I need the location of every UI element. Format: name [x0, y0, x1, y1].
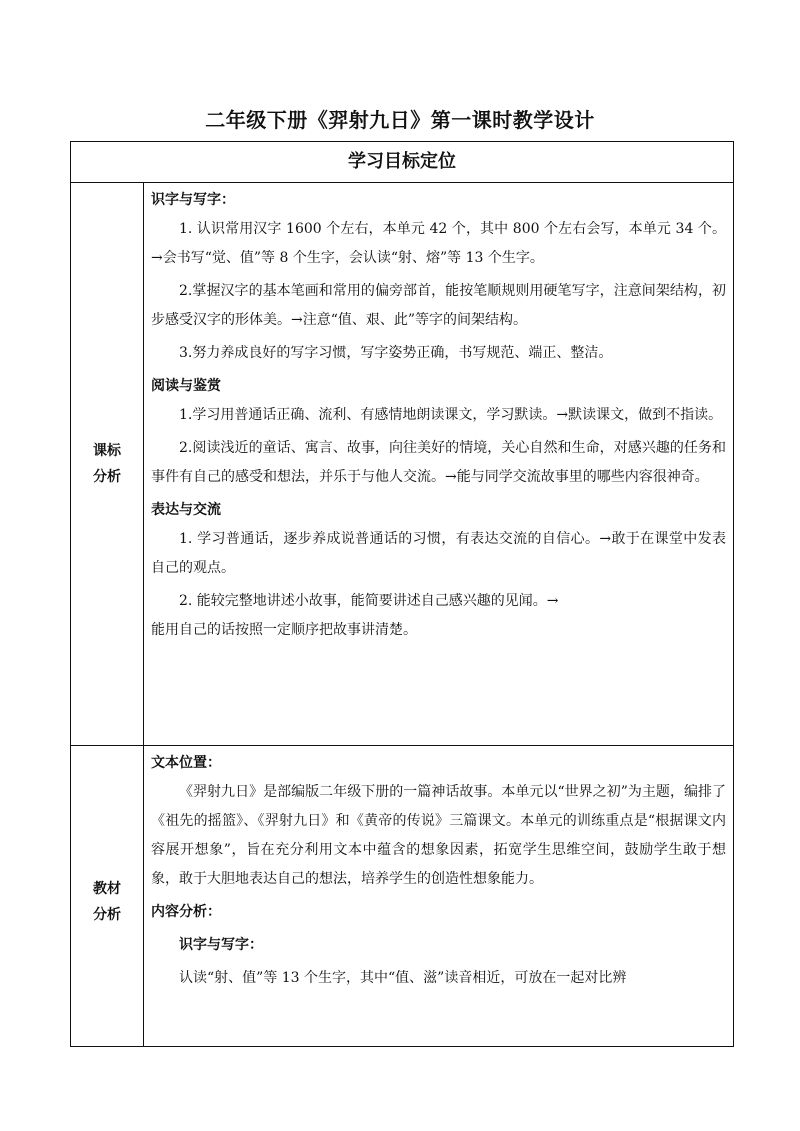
row-label-line: 教材	[93, 881, 121, 897]
section-heading: 文本位置：	[151, 755, 221, 771]
subsection-heading: 识字与写字：	[179, 937, 263, 953]
row-label-line: 课标	[93, 443, 121, 459]
paragraph: 1. 学习普通话，逐步养成说普通话的习惯，有表达交流的自信心。→敢于在课堂中发表自己的观点。	[151, 531, 726, 576]
row-label-curriculum	[71, 438, 143, 490]
row-label-textbook	[71, 876, 143, 928]
column-divider	[143, 182, 144, 1046]
table-header: 学习目标定位	[348, 151, 456, 172]
paragraph: 2. 能较完整地讲述小故事，能简要讲述自己感兴趣的见闻。→	[179, 593, 559, 609]
paragraph: 2.掌握汉字的基本笔画和常用的偏旁部首，能按笔顺规则用硬笔写字，注意间架结构，初步感受汉字的形体美。→注意“值、艰、此”等字的间架结构。	[151, 283, 726, 328]
table-divider	[71, 182, 733, 183]
paragraph: 《羿射九日》是部编版二年级下册的一篇神话故事。本单元以“世界之初”为主题，编排了《祖先的摇篮》、《羿射九日》和《黄帝的传说》三篇课文。本单元的训练重点是“根据课文内容展开想象”，旨在充分利用文本中蕴含的想象因素，拓宽学生思维空间，鼓励学生敢于想象，敢于大胆地表达自己的想法，培养学生的创造性想象能力。	[151, 784, 726, 887]
paragraph: 2.阅读浅近的童话、寓言、故事，向往美好的情境，关心自然和生命，对感兴趣的任务和事件有自己的感受和想法，并乐于与他人交流。→能与同学交流故事里的哪些内容很神奇。	[151, 440, 726, 485]
section-heading: 内容分析：	[151, 904, 221, 920]
table-divider	[71, 745, 733, 746]
curriculum-analysis-content	[151, 186, 726, 645]
textbook-analysis-content	[151, 749, 726, 993]
paragraph: 3.努力养成良好的写字习惯，写字姿势正确，书写规范、端正、整洁。	[179, 345, 613, 361]
paragraph-continuation: 能用自己的话按照一定顺序把故事讲清楚。	[151, 622, 417, 638]
paragraph: 1. 认识常用汉字 1600 个左右，本单元 42 个，其中 800 个左右会写，本单元 34 个。→会书写“觉、值”等 8 个生字，会认读“射、熔”等 13 个生字。	[151, 221, 726, 266]
row-label-line: 分析	[93, 469, 121, 485]
document-title: 二年级下册《羿射九日》第一课时教学设计	[205, 108, 595, 132]
row-label-line: 分析	[93, 907, 121, 923]
section-heading: 表达与交流	[151, 502, 221, 518]
paragraph: 认读“射、值”等 13 个生字，其中“值、滋”读音相近，可放在一起对比辨	[179, 970, 627, 986]
paragraph: 1.学习用普通话正确、流利、有感情地朗读课文，学习默读。→默读课文，做到不指读。	[179, 407, 723, 423]
section-heading: 识字与写字：	[151, 192, 235, 208]
section-heading: 阅读与鉴赏	[151, 378, 221, 394]
lesson-design-table	[70, 141, 734, 1047]
